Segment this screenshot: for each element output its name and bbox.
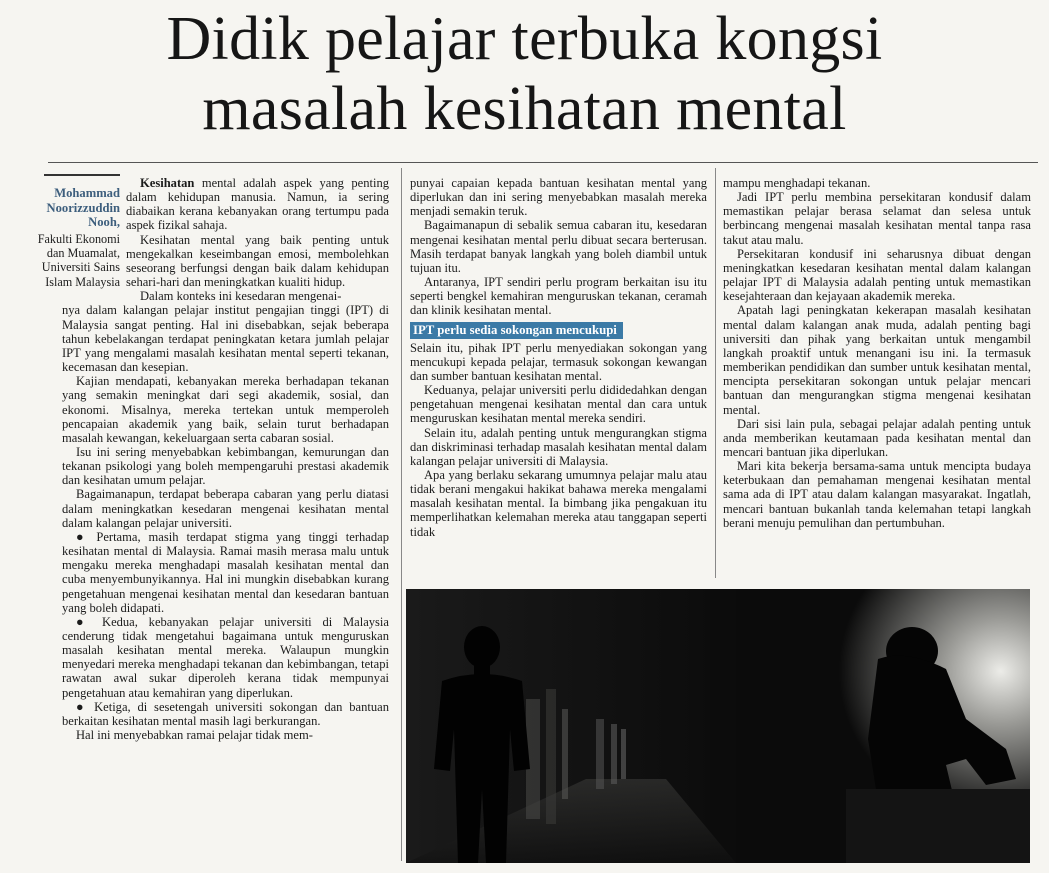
photo-illustration [406, 589, 1030, 863]
subheading: IPT perlu sedia sokongan mencukupi [410, 322, 623, 339]
paragraph [126, 176, 389, 233]
paragraph: Antaranya, IPT sendiri perlu program berkaitan isu itu seperti bengkel kemahiran menguruskan tekanan, ceramah dan klinik kesihatan mental. [410, 275, 707, 318]
paragraph: ● Kedua, kebanyakan pelajar universiti di Malaysia cenderung tidak mengetahui bagaimana untuk menguruskan masalah kesihatan mental mereka. Walaupun mungkin menyedari mereka menghadapi tekanan dan kebimbangan, tetapi rawatan awal sukar diperoleh kerana tidak mempunyai pengetahuan atau kemahiran yang diperlukan. [62, 614, 389, 700]
paragraph: Jadi IPT perlu membina persekitaran kondusif dalam memastikan pelajar berasa selamat dan selesa untuk berbincang mengenai masalah kesihatan mental tanpa rasa takut atau malu. [723, 190, 1031, 247]
paragraph: punyai capaian kepada bantuan kesihatan mental yang diperlukan dan ini sering menyebabkan masalah mereka menjadi semakin teruk. [410, 176, 707, 219]
byline-divider [44, 174, 120, 176]
paragraph: Hal ini menyebabkan ramai pelajar tidak mem- [76, 728, 313, 743]
paragraph: Mari kita bekerja bersama-sama untuk mencipta budaya keterbukaan dan pemahaman mengenai kesihatan mental sama ada di IPT atau dalam kalangan masyarakat. Ingatlah, mencari bantuan bukanlah tanda kelemahan tetapi langkah berani menuju pemulihan dan pertumbuhan. [723, 459, 1031, 530]
paragraph-text: mental adalah aspek yang penting dalam kehidupan manusia. Namun, ia sering diabaikan kerana kebanyakan orang tertumpu pada aspek fizikal sahaja. [126, 176, 389, 233]
byline [18, 186, 120, 289]
column-divider [401, 168, 402, 861]
paragraph: Keduanya, pelajar universiti perlu dididedahkan dengan pengetahuan mengenai kesihatan mental dan cara untuk menguruskan kesihatan mental mereka sendiri. [410, 383, 707, 426]
paragraph: nya dalam kalangan pelajar institut pengajian tinggi (IPT) di Malaysia sangat penting. Hal ini disebabkan, sejak beberapa tahun kebelakangan terdapat peningkatan ketara jumlah pelajar IPT yang mengalami masalah kesihatan mental seperti tekanan, kecemasan dan kesepian. [62, 303, 389, 375]
paragraph: Bagaimanapun di sebalik semua cabaran itu, kesedaran mengenai kesihatan mental perlu dibuat secara berterusan. Masih terdapat banyak langkah yang boleh diambil untuk tujuan itu. [410, 218, 707, 275]
article-column-2 [410, 176, 707, 539]
paragraph: Selain itu, pihak IPT perlu menyediakan sokongan yang mencukupi kepada pelajar, termasuk sokongan kewangan dan sumber bantuan kesihatan mental. [410, 340, 707, 383]
paragraph: ● Ketiga, di sesetengah universiti sokongan dan bantuan berkaitan kesihatan mental masih lagi berkurangan. [62, 699, 389, 728]
author-affiliation-3: Universiti Sains [41, 260, 120, 275]
author-name-2: Noorizzuddin [46, 200, 120, 215]
article-photo [406, 589, 1030, 863]
lead-word: Kesihatan [140, 176, 195, 190]
paragraph: Bagaimanapun, terdapat beberapa cabaran yang perlu diatasi dalam meningkatkan kesedaran mengenai kesihatan mental dalam kalangan pelajar universiti. [62, 487, 389, 530]
paragraph: Persekitaran kondusif ini seharusnya dibuat dengan meningkatkan kesedaran kesihatan mental dalam kalangan pelajar IPT di Malaysia adalah penting untuk memastikan kesejahteraan dan kejayaan akademik mereka. [723, 246, 1031, 304]
article-column-3 [723, 176, 1031, 530]
author-affiliation-2: dan Muamalat, [46, 246, 120, 261]
paragraph: ● Pertama, masih terdapat stigma yang tinggi terhadap kesihatan mental di Malaysia. Ramai masih merasa malu untuk mengaku mereka menghadapi masalah kesihatan mental dan cuba menyembunyikannya. Hal ini mungkin disebabkan kurang pengetahuan mengenai kesihatan mental dan kesedaran bantuan yang boleh didapati. [62, 529, 389, 615]
headline-line-1: Didik pelajar terbuka kongsi [166, 5, 883, 73]
paragraph: Selain itu, adalah penting untuk mengurangkan stigma dan diskriminasi terhadap masalah kesihatan mental dalam kalangan pelajar universiti di Malaysia. [410, 425, 707, 468]
paragraph: Kajian mendapati, kebanyakan mereka berhadapan tekanan yang semakin meningkat dari segi akademik, sosial, dan ekonomi. Misalnya, mereka tertekan untuk memperoleh pencapaian akademik yang baik, selain turut berhadapan masalah kewangan, kekeluargaan serta cabaran sosial. [62, 374, 389, 445]
paragraph: Isu ini sering menyebabkan kebimbangan, kemurungan dan tekanan psikologi yang boleh mempengaruhi prestasi akademik dan kesihatan umum pelajar. [62, 444, 389, 488]
headline [0, 4, 1049, 144]
headline-line-2: masalah kesihatan mental [202, 75, 847, 143]
author-name-3: Nooh, [88, 215, 120, 230]
paragraph: Dalam konteks ini kesedaran mengenai- [140, 289, 342, 304]
author-affiliation-1: Fakulti Ekonomi [37, 231, 120, 246]
paragraph: Apatah lagi peningkatan kekerapan masalah kesihatan mental dalam kalangan anak muda, adalah penting bagi universiti dan pihak yang berkaitan untuk mengambil langkah proaktif untuk menangani isu ini. Ia termasuk memberikan pendidikan dan sumber untuk kesihatan mental, mencipta persekitaran sokongan untuk pelajar mencari bantuan dan mengurangkan stigma mengenai kesihatan mental. [723, 303, 1031, 417]
paragraph: Kesihatan mental yang baik penting untuk mengekalkan keseimbangan emosi, membolehkan seseorang berfungsi dengan baik dalam kehidupan sehari-hari dan meningkatkan kualiti hidup. [126, 232, 389, 290]
author-name-1: Mohammad [54, 186, 120, 200]
top-divider [48, 162, 1038, 163]
paragraph: Dari sisi lain pula, sebagai pelajar adalah penting untuk anda memberikan keutamaan pada kesihatan mental dan mencari bantuan jika diperlukan. [723, 416, 1031, 459]
column-divider [715, 168, 716, 578]
paragraph: mampu menghadapi tekanan. [723, 176, 871, 190]
paragraph: Apa yang berlaku sekarang umumnya pelajar malu atau tidak berani mengakui hakikat bahawa mereka mengalami masalah kesihatan mental. Ia bimbang jika pengakuan itu memperlihatkan kelemahan mereka atau tanggapan seperti tidak [410, 467, 707, 539]
author-affiliation-4: Islam Malaysia [45, 274, 120, 289]
